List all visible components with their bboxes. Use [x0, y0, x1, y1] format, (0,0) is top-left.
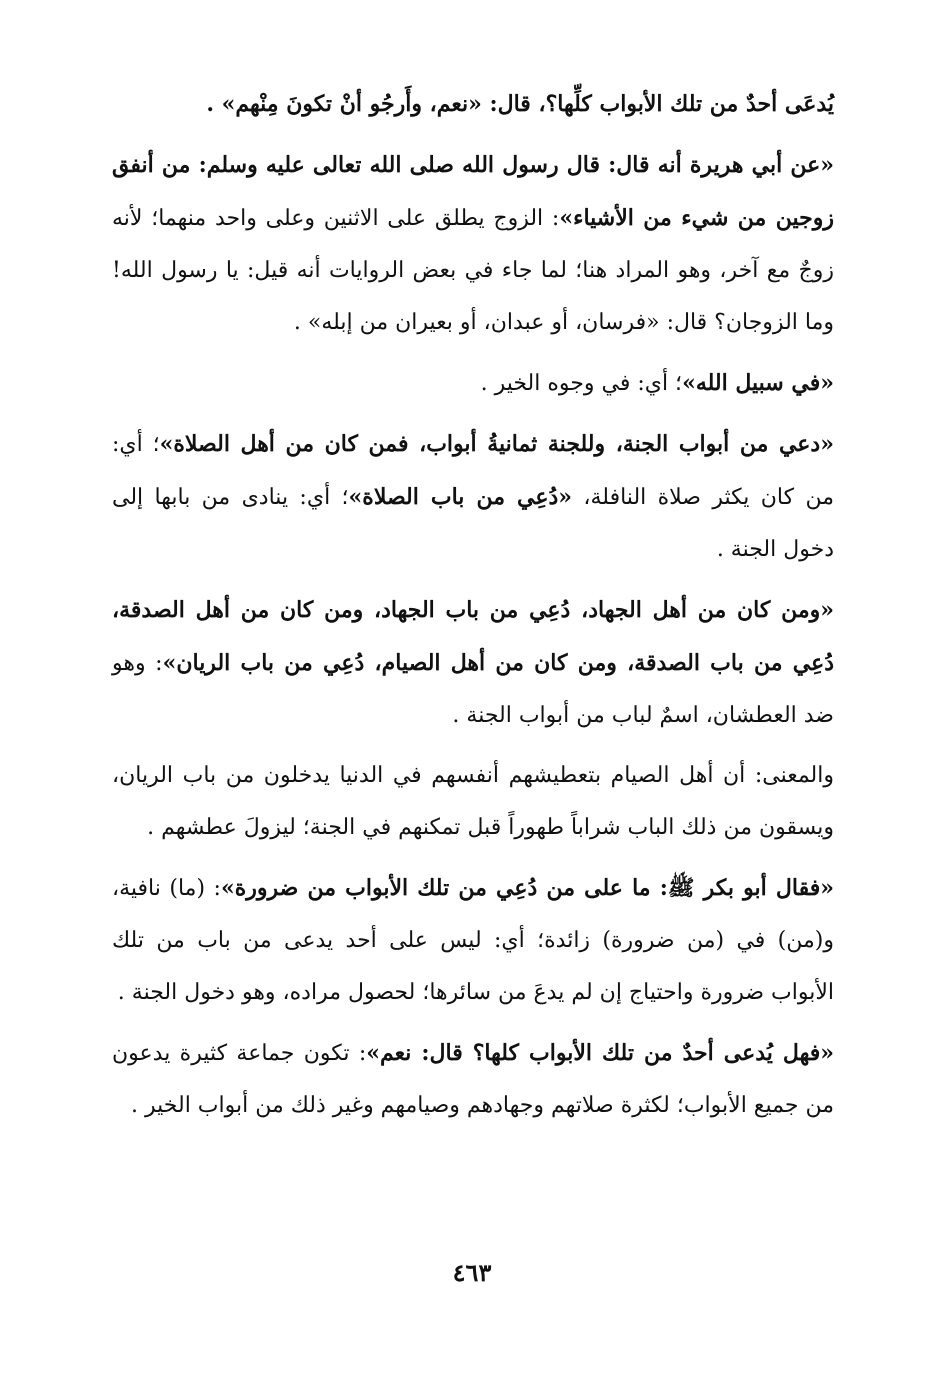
paragraph-7 [112, 862, 834, 1019]
paragraph-5 [112, 584, 834, 742]
commentary-text: ؛ أي: من كان يكثر صلاة النافلة، [112, 432, 834, 510]
paragraph-1 [112, 78, 834, 131]
commentary-text: ؛ أي: ينادى من بابها إلى دخول الجنة . [112, 485, 834, 562]
commentary-text: ؛ أي: في وجوه الخير . [480, 371, 683, 396]
commentary-text: والمعنى: أن أهل الصيام بتعطيشهم أنفسهم في الدنيا يدخلون من باب الريان، ويسقون من ذلك الباب شراباً طهوراً قبل تمكنهم في الجنة؛ ليزولَ عطشهم . [112, 763, 834, 840]
hadith-text: يُدعَى أحدٌ من تلك الأبواب كلِّها؟، قال: «نعم، وأَرجُو أنْ تكونَ مِنْهم» . [206, 91, 834, 117]
page-number: ٤٦٣ [452, 1258, 492, 1287]
paragraph-2 [112, 139, 834, 349]
page-body [112, 78, 834, 1140]
paragraph-4 [112, 418, 834, 576]
commentary-text: : تكون جماعة كثيرة يدعون من جميع الأبواب؛ لكثرة صلاتهم وجهادهم وصيامهم وغير ذلك من أبواب الخير . [112, 1041, 834, 1118]
paragraph-8 [112, 1027, 834, 1132]
hadith-text: «ومن كان من أهل الجهاد، دُعِي من باب الجهاد، ومن كان من أهل الصدقة، دُعِي من باب الصدقة، ومن كان من أهل الصيام، دُعِي من باب الريان» [112, 597, 834, 676]
paragraph-6 [112, 750, 834, 854]
hadith-text: «في سبيل الله» [682, 370, 834, 396]
paragraph-3 [112, 357, 834, 410]
commentary-text: : (ما) نافية، و(من) في (من ضرورة) زائدة؛ أي: ليس على أحد يدعى من باب من تلك الأبواب ضرورة واحتياج إن لم يدعَ من سائرها؛ لحصول مراده، وهو دخول الجنة . [112, 876, 834, 1005]
commentary-text: : وهو ضد العطشان، اسمٌ لباب من أبواب الجنة . [112, 651, 834, 728]
hadith-text: «عن أبي هريرة أنه قال: قال رسول الله صلى الله تعالى عليه وسلم: من أنفق زوجين من شيء من الأشياء» [112, 152, 834, 231]
hadith-text: «دعي من أبواب الجنة، وللجنة ثمانيةُ أبواب، فمن كان من أهل الصلاة» [159, 431, 834, 457]
hadith-text: «فقال أبو بكر ﷺ: ما على من دُعِي من تلك الأبواب من ضرورة» [220, 875, 834, 901]
commentary-text: : الزوج يطلق على الاثنين وعلى واحد منهما؛ لأنه زوجٌ مع آخر، وهو المراد هنا؛ لما جاء في بعض الروايات أنه قيل: يا رسول الله! وما الزوجان؟ قال: «فرسان، أو عبدان، أو بعيران من إبله» . [112, 206, 834, 335]
hadith-text: «دُعِي من باب الصلاة» [348, 484, 573, 510]
hadith-text: «فهل يُدعى أحدٌ من تلك الأبواب كلها؟ قال: نعم» [366, 1040, 834, 1066]
